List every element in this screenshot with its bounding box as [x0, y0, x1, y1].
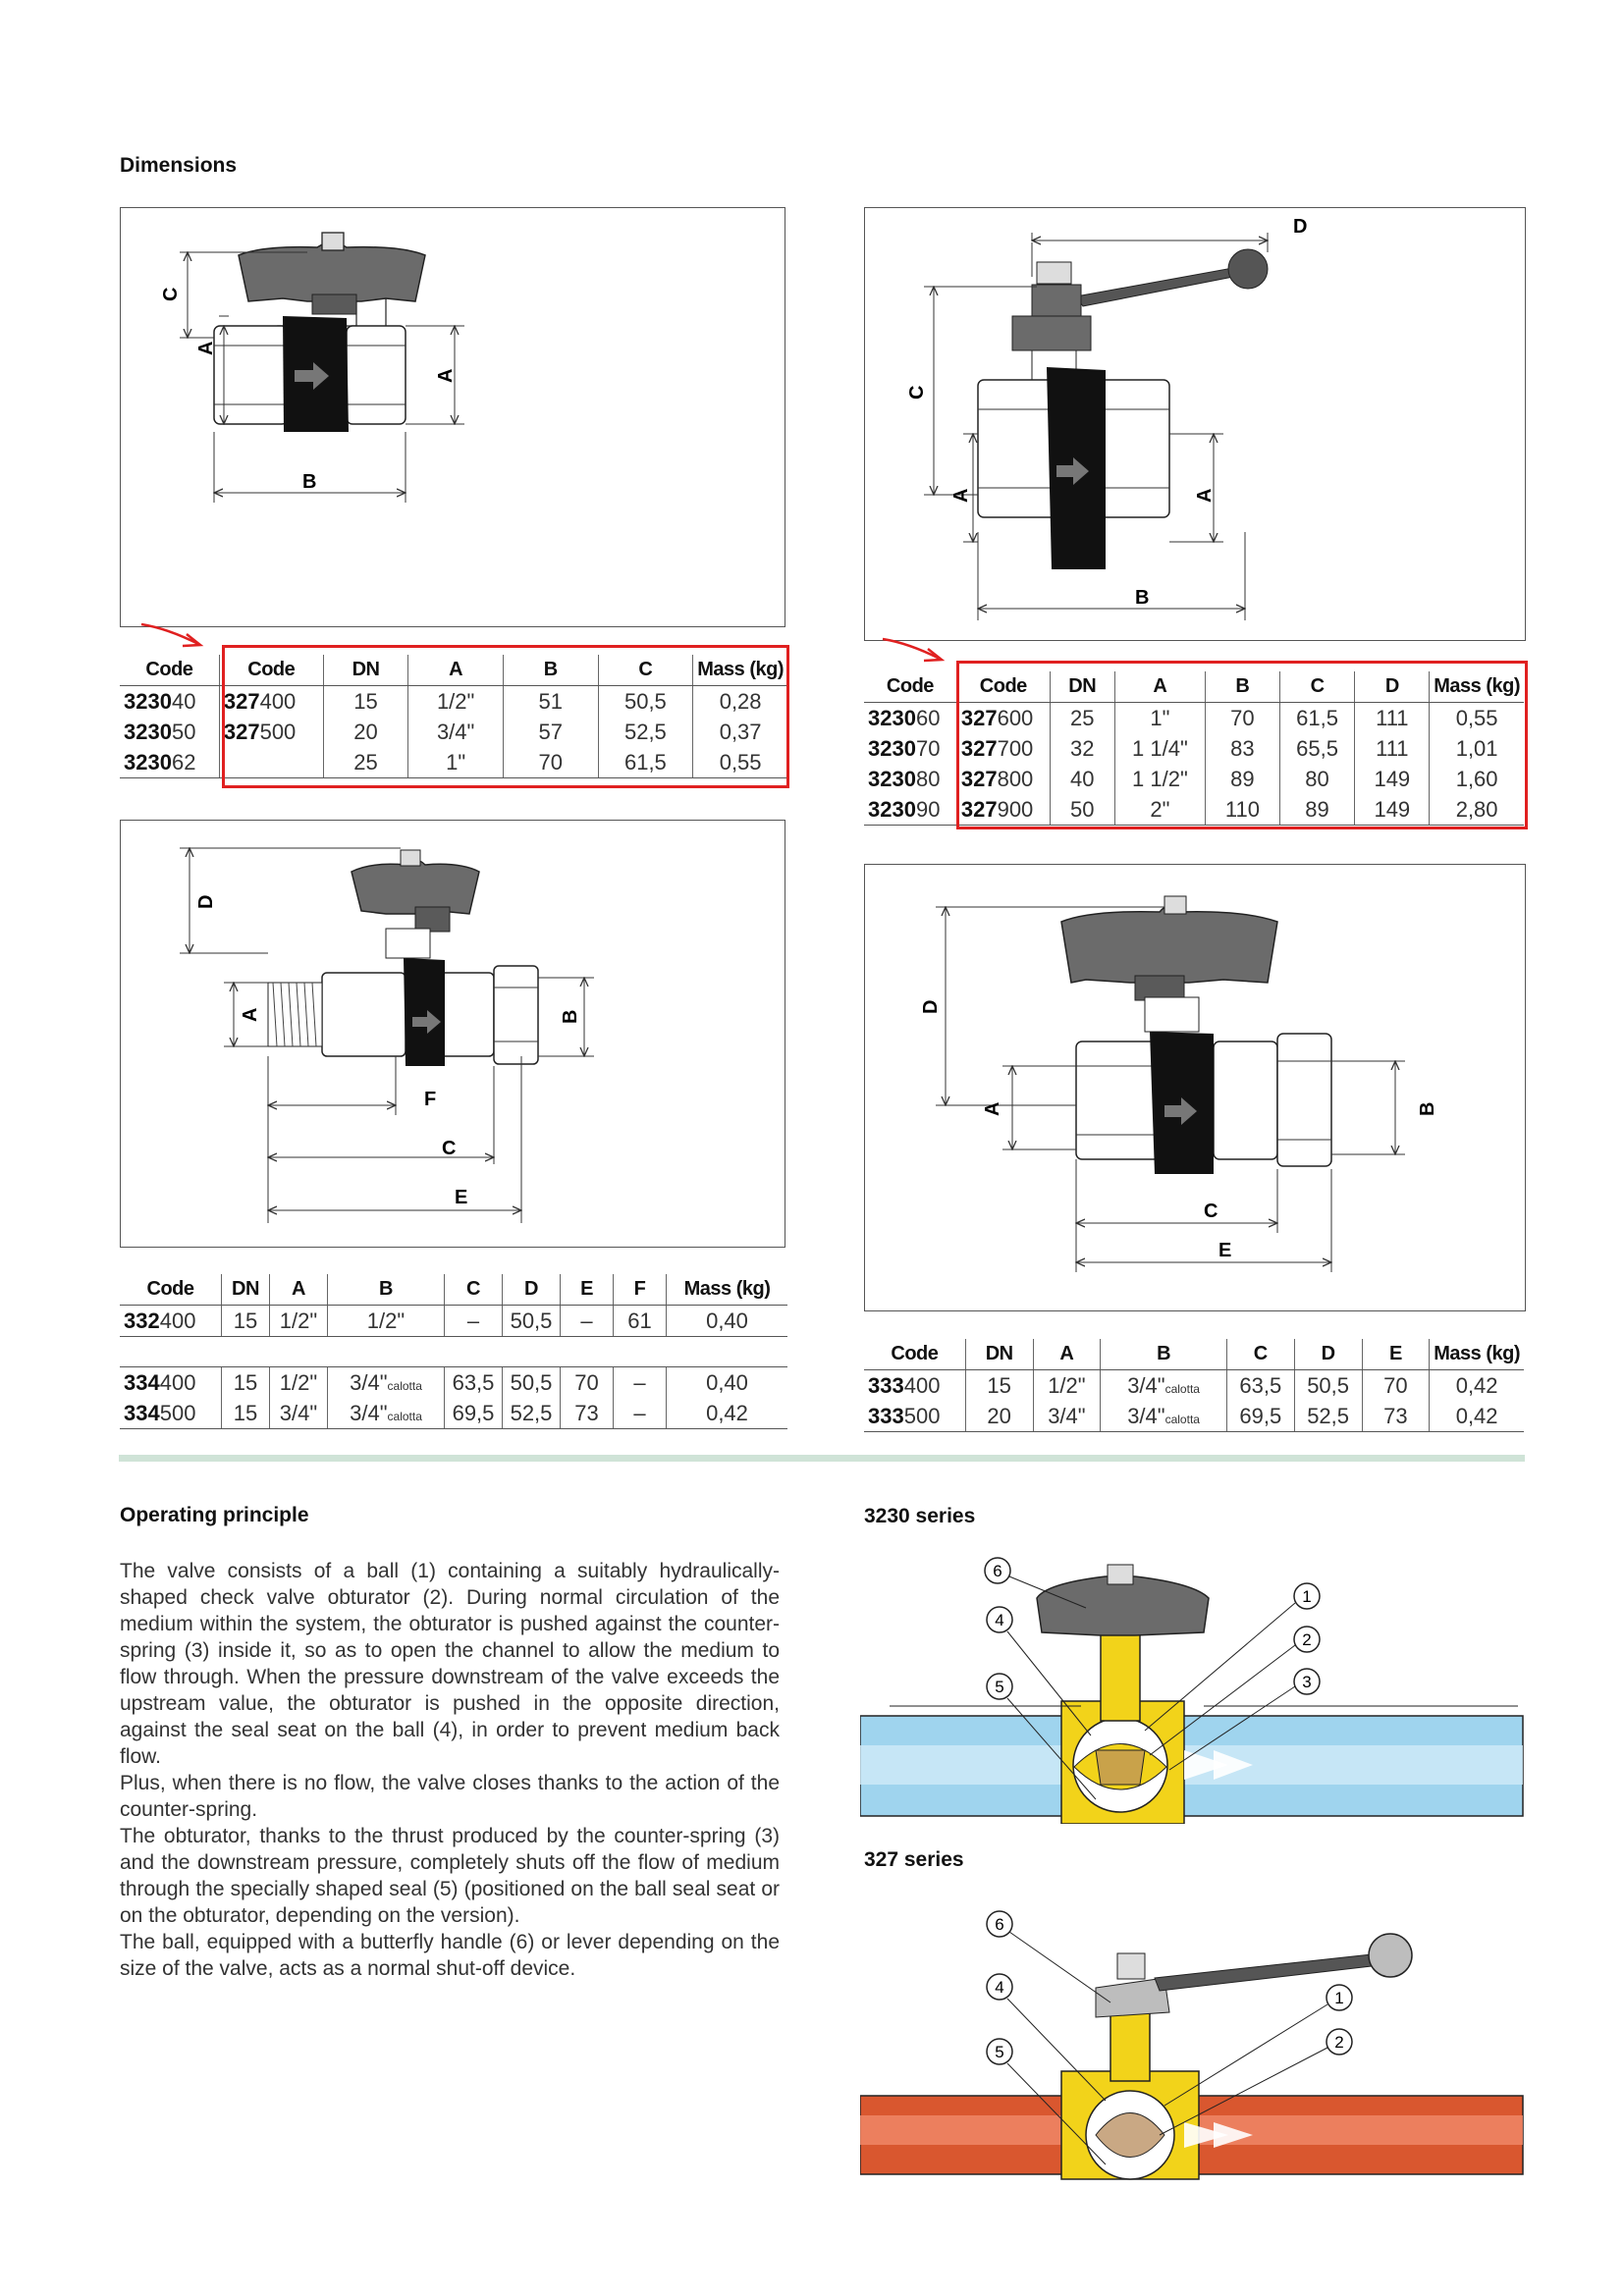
table-row: 323050 327500 20 3/4" 57 52,5 0,37: [120, 717, 787, 747]
section-divider: [119, 1455, 1525, 1462]
dim-label-a: A: [240, 1007, 261, 1022]
lever-handle: [1076, 267, 1243, 306]
table-row: 323080 327800 40 1 1/2" 89 80 149 1,60: [864, 764, 1524, 794]
dimensions-table-2: Code Code DN A B C D Mass (kg) 323060 327600 25 1" 70 61,5 111 0,55 323070 327700 32 1 1/4" 83 65,5 111 1,01 323080 327800 40 1 1/2" 89 80 149 1,60 323090 327900 50 2" 110 89 149 2,80: [864, 671, 1524, 826]
callout-6: 6: [993, 1562, 1002, 1580]
figure-valve-female-union: [864, 864, 1526, 1311]
butterfly-handle: [239, 242, 425, 301]
dim-label-f: F: [424, 1089, 437, 1110]
dim-label-a: A: [982, 1101, 1003, 1116]
callout-2: 2: [1334, 2033, 1344, 2052]
dim-label-c: C: [442, 1138, 457, 1159]
paragraph: Plus, when there is no flow, the valve closes thanks to the action of the counter-spring.: [120, 1772, 780, 1821]
table-row: 333400 15 1/2" 3/4"calotta 63,5 50,5 70 0,42: [864, 1370, 1524, 1402]
table-row: 323070 327700 32 1 1/4" 83 65,5 111 1,01: [864, 733, 1524, 764]
series-327-title: 327 series: [864, 1848, 964, 1871]
dim-label-d: D: [920, 999, 942, 1014]
table-row: 323062 25 1" 70 61,5 0,55: [120, 747, 787, 778]
red-arrow-annotation-1: [137, 616, 206, 652]
dim-label-b: B: [302, 471, 317, 493]
callout-5: 5: [995, 1678, 1004, 1696]
figure-valve-lever-female: [864, 207, 1526, 641]
dim-label-c: C: [160, 287, 182, 301]
callout-1: 1: [1302, 1587, 1312, 1606]
highlight-box-1: [222, 645, 789, 788]
dim-label-a-right: A: [435, 368, 457, 383]
dim-label-b: B: [1417, 1101, 1438, 1116]
dim-label-d: D: [1293, 216, 1308, 238]
dim-label-c: C: [1204, 1201, 1218, 1222]
operating-principle-text: [120, 1558, 780, 1982]
red-arrow-annotation-2: [879, 631, 947, 667]
paragraph: The obturator, thanks to the thrust produced by the counter-spring (3) and the downstream pressure, completely shuts off the flow of medium through the specially shaped seal (5) (positioned on the ball seal seat or on the obturator, depending on the version).: [120, 1825, 780, 1927]
paragraph: The valve consists of a ball (1) containing a suitably hydraulically-shaped check valve obturator (2). During normal circulation of the medium within the system, the obturator is pushed against the counter-spring (3) inside it, so as to open the channel to allow the medium to flow through. When the pressure downstream of the valve exceeds the upstream value, the obturator is pushed in the opposite direction, against the seal seat on the ball (4), in order to prevent medium back flow.: [120, 1560, 780, 1768]
butterfly-handle: [1037, 1576, 1209, 1635]
figure-valve-butterfly-female: [120, 207, 785, 627]
operating-principle-title: Operating principle: [120, 1504, 309, 1526]
dimensions-table-4: Code DN A B C D E Mass (kg) 333400 15 1/2" 3/4"calotta 63,5 50,5 70 0,42 333500 20 3/4" 3/4"calotta 69,5 52,5 73 0,42: [864, 1339, 1524, 1432]
dimensions-title: Dimensions: [120, 154, 238, 177]
dimensions-table-3: Code DN A B C D E F Mass (kg) 332400 15 1/2" 1/2" – 50,5 – 61 0,40 334400 15 1/2" 3/4"calotta 63,5 50,5 70 – 0,40 334500 15 3/4" 3/4"calotta 69,5 52,5 73 – 0,42: [120, 1274, 787, 1429]
table-row: 323040 327400 15 1/2" 51 50,5 0,28: [120, 686, 787, 718]
table-row: 334400 15 1/2" 3/4"calotta 63,5 50,5 70 – 0,40: [120, 1367, 787, 1399]
table-row: 323060 327600 25 1" 70 61,5 111 0,55: [864, 703, 1524, 734]
callout-6: 6: [995, 1915, 1004, 1934]
highlight-box-2: [956, 661, 1528, 829]
dim-label-c: C: [906, 385, 928, 400]
callout-4: 4: [995, 1611, 1004, 1629]
table-row: 332400 15 1/2" 1/2" – 50,5 – 61 0,40: [120, 1306, 787, 1337]
paragraph: The ball, equipped with a butterfly handle (6) or lever depending on the size of the valve, acts as a normal shut-off device.: [120, 1931, 780, 1980]
callout-5: 5: [995, 2043, 1004, 2061]
lever-handle: [1155, 1953, 1380, 1991]
callout-2: 2: [1302, 1630, 1312, 1649]
dim-label-d: D: [195, 894, 217, 909]
dim-label-b: B: [1135, 587, 1150, 609]
callout-3: 3: [1302, 1673, 1312, 1691]
series-3230-title: 3230 series: [864, 1505, 976, 1527]
dim-label-e: E: [1218, 1240, 1232, 1261]
table-row: 323090 327900 50 2" 110 89 149 2,80: [864, 794, 1524, 826]
callout-4: 4: [995, 1978, 1004, 1997]
dim-label-b: B: [560, 1009, 581, 1024]
dim-label-a-left: A: [950, 488, 972, 503]
dim-label-e: E: [455, 1187, 468, 1208]
figure-valve-male-union: [120, 820, 785, 1248]
lever-body: [1012, 316, 1091, 350]
cutaway-3230-series: [860, 1549, 1528, 1824]
table-row: 333500 20 3/4" 3/4"calotta 69,5 52,5 73 0,42: [864, 1401, 1524, 1432]
table-row: 334500 15 3/4" 3/4"calotta 69,5 52,5 73 – 0,42: [120, 1398, 787, 1429]
cutaway-327-series: [860, 1895, 1528, 2189]
dim-label-a-right: A: [1194, 488, 1216, 503]
dim-label-a-left: A: [195, 341, 217, 355]
callout-1: 1: [1334, 1989, 1344, 2007]
dimensions-table-1: Code Code DN A B C Mass (kg) 323040 327400 15 1/2" 51 50,5 0,28 323050 327500 20 3/4" 57 52,5 0,37 323062 25 1" 70 61,5 0,55: [120, 655, 787, 778]
